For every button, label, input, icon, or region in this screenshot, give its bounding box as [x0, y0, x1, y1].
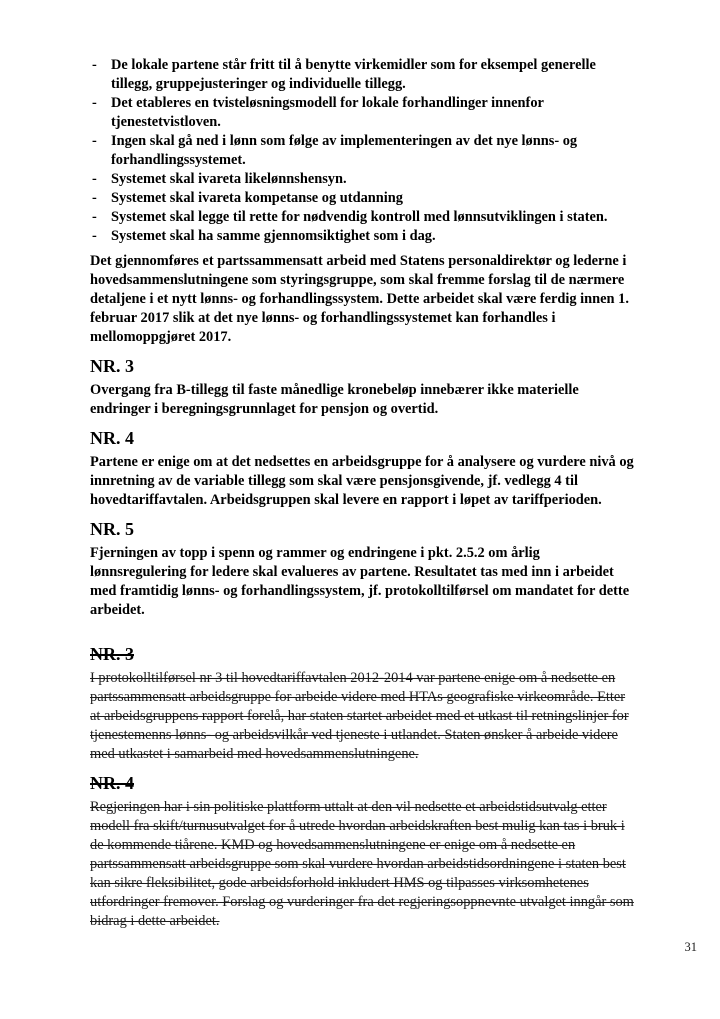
section-heading: NR. 3: [90, 356, 134, 376]
section-nr3: [90, 356, 635, 419]
page-number: 31: [684, 940, 697, 954]
section-heading-struck: NR. 3: [90, 644, 134, 664]
document-content: [90, 56, 635, 931]
bullet-item: - De lokale partene står fritt til å benytte virkemidler som for eksempel generelle tillegg, gruppejusteringer og individuelle tillegg.: [90, 56, 635, 94]
section-heading: NR. 4: [90, 428, 134, 448]
section-nr4: [90, 428, 635, 510]
section-body-struck: I protokolltilførsel nr 3 til hovedtariffavtalen 2012-2014 var partene enige om å nedsette en partssammensatt arbeidsgruppe for arbeide videre med HTAs geografiske virkeområde. Etter at arbeidsgruppens rapport forelå, har staten startet arbeidet med et utkast til retningslinjer for tjenestemenns lønns- og arbeidsvilkår ved tjeneste i utlandet. Staten ønsker å arbeide videre med utkastet i samarbeid med hovedsammenslutningene.: [90, 670, 629, 762]
section-body: Fjerningen av topp i spenn og rammer og endringene i pkt. 2.5.2 om årlig lønnsregulering for ledere skal evalueres av partene. Resultatet tas med inn i arbeidet med framtidig lønns- og forhandlingssystem, jf. protokolltilførsel om mandatet for dette arbeidet.: [90, 545, 630, 618]
bullet-item: - Systemet skal ivareta kompetanse og utdanning: [90, 189, 635, 208]
section-heading-struck: NR. 4: [90, 773, 134, 793]
bullet-item: - Ingen skal gå ned i lønn som følge av implementeringen av det nye lønns- og forhandlingssystemet.: [90, 132, 635, 170]
section-body: Overgang fra B-tillegg til faste månedlige kronebeløp innebærer ikke materielle endringer i beregningsgrunnlaget for pensjon og overtid.: [90, 382, 579, 417]
section-heading: NR. 5: [90, 519, 134, 539]
bullet-list: [90, 56, 635, 246]
intro-paragraph: Det gjennomføres et partssammensatt arbeid med Statens personaldirektør og lederne i hovedsammenslutningene som styringsgruppe, som skal fremme forslag til de nærmere detaljene i et nytt lønns- og forhandlingssystem. Dette arbeidet skal være ferdig innen 1. februar 2017 slik at det nye lønns- og forhandlingssystemet kan forhandles i mellomoppgjøret 2017.: [90, 253, 629, 345]
bullet-item: - Systemet skal ivareta likelønnshensyn.: [90, 170, 635, 189]
bullet-item: - Systemet skal legge til rette for nødvendig kontroll med lønnsutviklingen i staten.: [90, 208, 635, 227]
bullet-item: - Det etableres en tvisteløsningsmodell for lokale forhandlinger innenfor tjenestetvistloven.: [90, 94, 635, 132]
section-nr3-struck: [90, 644, 635, 764]
section-body: Partene er enige om at det nedsettes en arbeidsgruppe for å analysere og vurdere nivå og innretning av de variable tillegg som skal være pensjonsgivende, jf. vedlegg 4 til hovedtariffavtalen. Arbeidsgruppen skal levere en rapport i løpet av tariffperioden.: [90, 454, 634, 508]
section-body-struck: Regjeringen har i sin politiske plattform uttalt at den vil nedsette et arbeidstidsutvalg etter modell fra skift/turnusutvalget for å utrede hvordan arbeidskraften best mulig kan tas i bruk i de kommende tiårene. KMD og hovedsammenslutningene er enige om å nedsette en partssammensatt arbeidsgruppe som skal vurdere hvordan arbeidstidsordningene i staten best kan sikre fleksibilitet, gode arbeidsforhold inkludert HMS og tilpasses virksomhetenes utfordringer fremover. Forslag og vurderinger fra det regjeringsoppnevnte utvalget inngår som bidrag i dette arbeidet.: [90, 799, 634, 929]
section-nr4-struck: [90, 773, 635, 931]
section-nr5: [90, 519, 635, 620]
bullet-item: - Systemet skal ha samme gjennomsiktighet som i dag.: [90, 227, 635, 246]
